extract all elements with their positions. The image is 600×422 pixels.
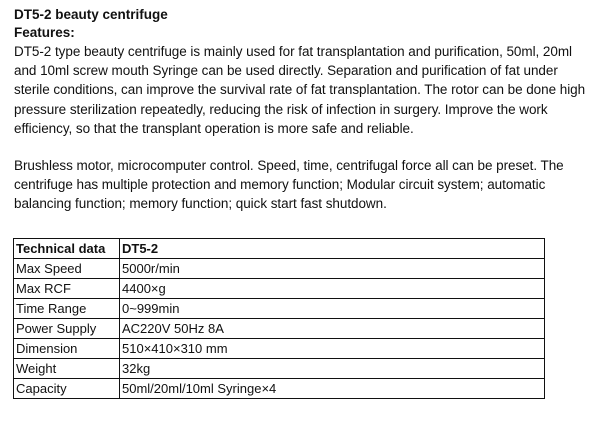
spec-label: Max RCF <box>14 279 120 299</box>
table-row <box>14 359 545 379</box>
table-header-label: Technical data <box>14 239 120 259</box>
spec-value: 510×410×310 mm <box>120 339 545 359</box>
features-heading: Features: <box>14 25 75 40</box>
functions-paragraph: Brushless motor, microcomputer control. Speed, time, centrifugal force all can be preset. The centrifuge has multiple protection and memory function; Modular circuit system; automatic balancing function; memory function; quick start fast shutdown. <box>14 158 564 212</box>
technical-data-table <box>13 238 545 399</box>
spec-label: Time Range <box>14 299 120 319</box>
spec-value: 4400×g <box>120 279 545 299</box>
spec-value: 0~999min <box>120 299 545 319</box>
table-row <box>14 259 545 279</box>
spec-label: Capacity <box>14 379 120 399</box>
table-row <box>14 319 545 339</box>
table-header-model: DT5-2 <box>120 239 545 259</box>
spec-value: 5000r/min <box>120 259 545 279</box>
features-paragraph: DT5-2 type beauty centrifuge is mainly used for fat transplantation and purification, 50ml, 20ml and 10ml screw mouth Syringe can be used directly. Separation and purification of fat under sterile conditions, can improve the survival rate of fat transplantation. The rotor can be done high pressure sterilization repeatedly, reducing the risk of infection in surgery. Improve the work efficiency, so that the transplant operation is more safe and reliable. <box>14 44 586 136</box>
spec-label: Dimension <box>14 339 120 359</box>
spec-value: AC220V 50Hz 8A <box>120 319 545 339</box>
document-body <box>14 6 592 214</box>
document-title: DT5-2 beauty centrifuge <box>14 7 168 22</box>
spec-label: Power Supply <box>14 319 120 339</box>
spec-value: 50ml/20ml/10ml Syringe×4 <box>120 379 545 399</box>
spec-label: Weight <box>14 359 120 379</box>
table-row <box>14 299 545 319</box>
table-row <box>14 279 545 299</box>
spec-label: Max Speed <box>14 259 120 279</box>
table-row <box>14 379 545 399</box>
table-row <box>14 339 545 359</box>
table-header-row <box>14 239 545 259</box>
spec-value: 32kg <box>120 359 545 379</box>
